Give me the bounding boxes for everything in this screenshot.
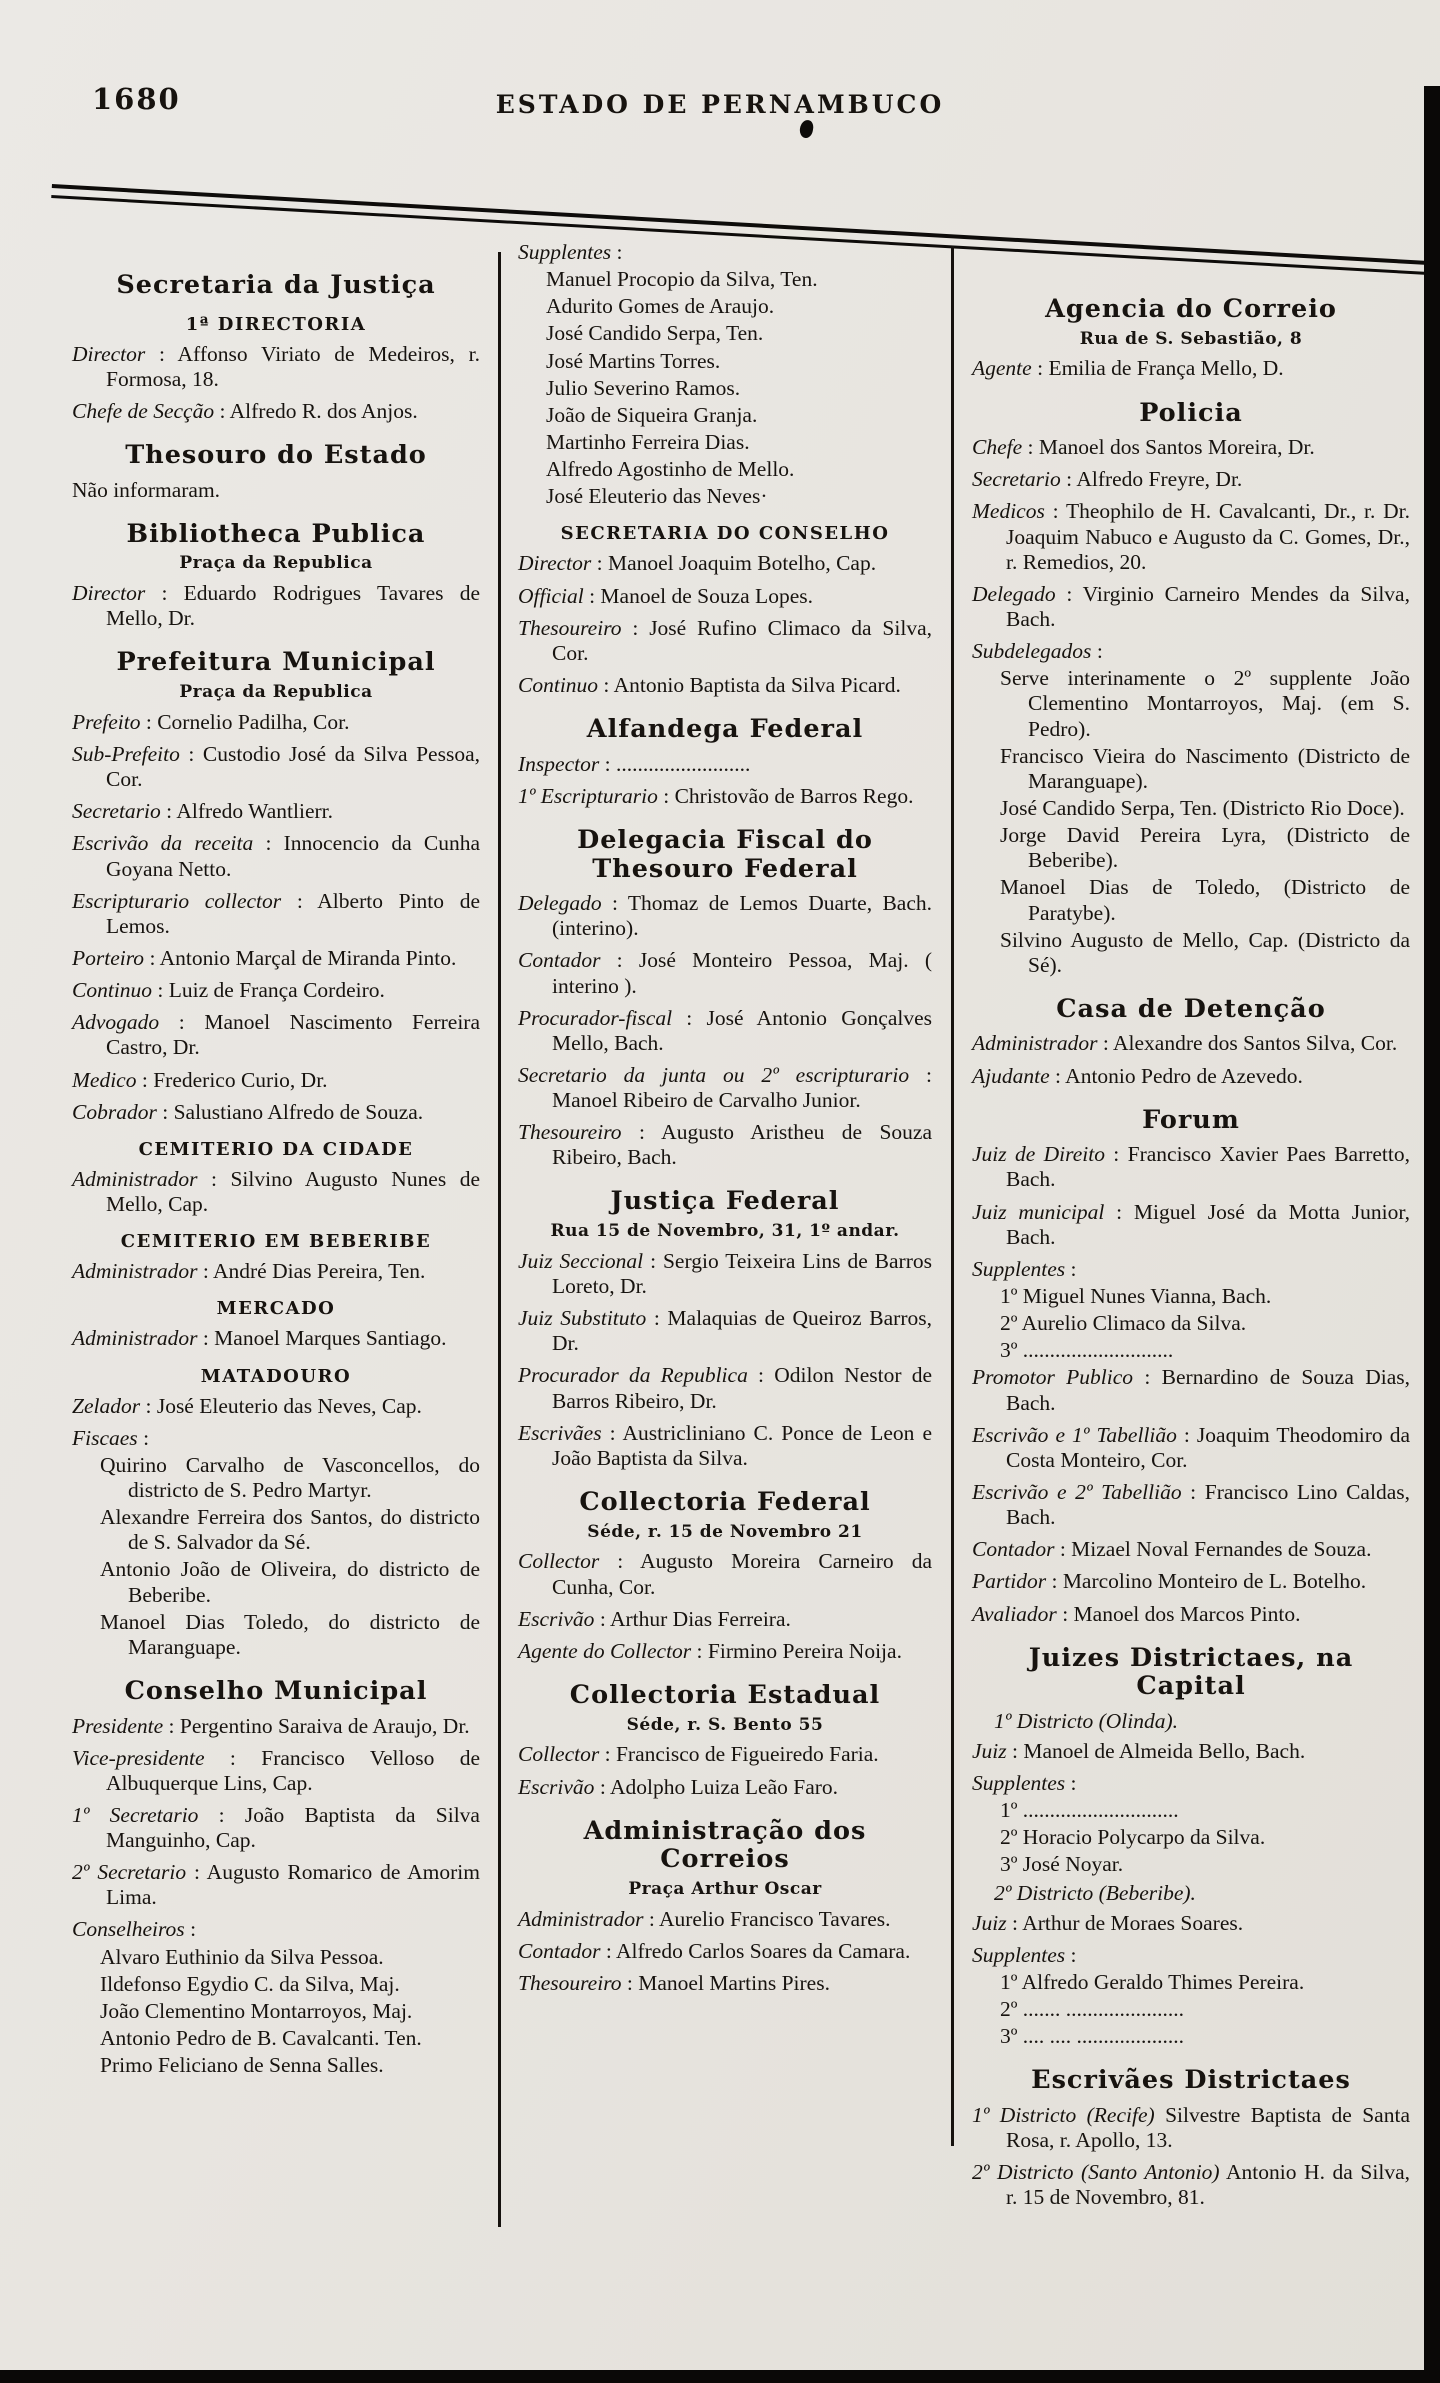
list-item: Francisco Vieira do Nascimento (Districto de Maranguape). (1000, 743, 1410, 793)
entry-role-label: 2º Secretario (72, 1860, 187, 1885)
directory-entry: 1º Secretario : João Baptista da Silva Manguinho, Cap. (72, 1802, 480, 1853)
entry-role-label: Cobrador (72, 1099, 157, 1124)
list-item: Adurito Gomes de Araujo. (546, 294, 775, 319)
entry-role-label: Promotor Publico (972, 1365, 1134, 1390)
directory-entry: Promotor Publico : Bernardino de Souza Dias, Bach. (972, 1365, 1410, 1415)
entry-value: Arthur Dias Ferreira. (609, 1606, 791, 1631)
directory-entry: Administrador : André Dias Pereira, Ten. (72, 1259, 426, 1284)
directory-entry: 1º Escripturario : Christovão de Barros Rego. (518, 783, 914, 808)
entry-role-label: Director (518, 551, 592, 576)
column-2 (518, 240, 932, 2003)
directory-entry: Delegado : Thomaz de Lemos Duarte, Bach. (interino). (518, 891, 933, 941)
directory-entry: Prefeito : Cornelio Padilha, Cor. (72, 709, 350, 734)
directory-entry: Medico : Frederico Curio, Dr. (72, 1067, 328, 1092)
section-heading: Escrivães Districtaes (1031, 2065, 1351, 2096)
entry-value: Christovão de Barros Rego. (674, 783, 914, 808)
entry-value: Thomaz de Lemos Duarte, Bach. (interino). (552, 891, 933, 941)
column-divider-1 (498, 252, 501, 2227)
entry-role-label: Medicos (972, 499, 1045, 524)
entry-role-label: Medico (72, 1067, 137, 1092)
entry-role-label: Director (72, 581, 146, 606)
entry-value: Manoel Martins Pires. (638, 1970, 830, 1995)
directory-entry: Escrivão e 1º Tabellião : Joaquim Theodomiro da Costa Monteiro, Cor. (972, 1422, 1410, 1472)
entry-role-label: Escrivão e 2º Tabellião (972, 1479, 1182, 1504)
entry-value: Miguel José da Motta Junior, Bach. (1006, 1199, 1411, 1249)
entry-value: Alfredo Freyre, Dr. (1076, 467, 1243, 492)
entry-role-label: Escrivães (518, 1420, 602, 1445)
entry-role-label: Contador (518, 948, 601, 973)
page-number: 1680 (92, 82, 181, 116)
role-label-text: Supplentes (972, 1771, 1066, 1796)
entry-role-label: Ajudante (972, 1063, 1050, 1088)
list-item: Primo Feliciano de Senna Salles. (100, 2053, 384, 2078)
entry-role-label: Continuo (72, 978, 153, 1003)
entry-value: Antonio H. da Silva, r. 15 de Novembro, 81. (1006, 2160, 1410, 2210)
entry-value: Antonio Baptista da Silva Picard. (613, 673, 901, 698)
entry-value: Emilia de França Mello, D. (1048, 356, 1284, 381)
directory-entry: Escripturario collector : Alberto Pinto de Lemos. (72, 888, 480, 938)
directory-entry: Juiz municipal : Miguel José da Motta Junior, Bach. (972, 1199, 1411, 1249)
entry-role-label: Escrivão (518, 1774, 595, 1799)
directory-entry: Thesoureiro : Manoel Martins Pires. (518, 1970, 830, 1995)
directory-entry: Director : Manoel Joaquim Botelho, Cap. (518, 551, 877, 576)
entry-role-label: Contador (972, 1537, 1055, 1562)
section-heading: Juizes Districtaes, na Capital (1028, 1642, 1354, 1702)
section-heading: Agencia do Correio (1045, 294, 1337, 324)
directory-entry: Partidor : Marcolino Monteiro de L. Botelho. (972, 1569, 1367, 1594)
directory-entry: Administrador : Manoel Marques Santiago. (72, 1326, 447, 1351)
list-item: Silvino Augusto de Mello, Cap. (Districto da Sé). (1000, 927, 1410, 977)
entry-role-label: Fiscaes : (72, 1425, 150, 1450)
role-label-text: Subdelegados (972, 639, 1092, 664)
directory-entry: Escrivão : Adolpho Luiza Leão Faro. (518, 1774, 839, 1799)
directory-entry: Collector : Augusto Moreira Carneiro da Cunha, Cor. (518, 1549, 932, 1599)
entry-role-label: Zelador (72, 1393, 141, 1418)
directory-entry: Juiz : Arthur de Moraes Soares. (972, 1910, 1244, 1935)
entry-value: Francisco Lino Caldas, Bach. (1006, 1479, 1410, 1530)
entry-value: Francisco Velloso de Albuquerque Lins, Cap. (106, 1745, 480, 1795)
directory-entry: Chefe de Secção : Alfredo R. dos Anjos. (72, 398, 418, 423)
directory-entry: Presidente : Pergentino Saraiva de Araujo, Dr. (72, 1713, 470, 1738)
entry-value: João Baptista da Silva Manguinho, Cap. (106, 1802, 480, 1853)
entry-role-label: Sub-Prefeito (72, 741, 180, 766)
directory-entry: Agente : Emilia de França Mello, D. (972, 356, 1284, 381)
entry-value: Theophilo de H. Cavalcanti, Dr., r. Dr. Joaquim Nabuco e Augusto da C. Gomes, Dr., r. Remedios, 20. (1006, 499, 1410, 574)
directory-entry: Juiz Substituto : Malaquias de Queiroz Barros, Dr. (518, 1306, 932, 1356)
role-label-text: Supplentes (518, 240, 612, 264)
list-item: João Clementino Montarroyos, Maj. (100, 1998, 413, 2023)
entry-value: Marcolino Monteiro de L. Botelho. (1062, 1569, 1367, 1594)
entry-value: ......................... (615, 751, 751, 776)
section-heading: Collectoria Estadual (569, 1680, 881, 1711)
list-item: Serve interinamente o 2º supplente João Clementino Montarroyos, Maj. (em S. Pedro). (1000, 666, 1410, 741)
directory-entry (972, 2160, 1410, 2210)
section-heading: Policia (1139, 397, 1243, 428)
directory-entry: Secretario : Alfredo Freyre, Dr. (972, 467, 1243, 492)
entry-value: Alfredo Carlos Soares da Camara. (615, 1938, 911, 1963)
list-item: Martinho Ferreira Dias. (546, 429, 750, 454)
entry-role-label: Collector (518, 1742, 600, 1767)
section-heading: Secretaria da Justiça (116, 270, 436, 300)
entry-role-label: Juiz Seccional (518, 1248, 644, 1273)
list-item: 1º ............................. (1000, 1798, 1179, 1823)
entry-role-label: Continuo (518, 673, 599, 698)
entry-role-label: Subdelegados : (972, 639, 1103, 664)
entry-role-label: Procurador da Republica (518, 1363, 748, 1388)
directory-entry: Continuo : Antonio Baptista da Silva Picard. (518, 673, 901, 698)
section-heading: Alfandega Federal (586, 714, 864, 745)
directory-entry: Juiz de Direito : Francisco Xavier Paes Barretto, Bach. (972, 1142, 1411, 1192)
directory-entry: 2º Secretario : Augusto Romarico de Amorim Lima. (72, 1860, 480, 1910)
directory-entry: Juiz : Manoel de Almeida Bello, Bach. (972, 1738, 1306, 1763)
section-address: Praça da Republica (179, 681, 373, 702)
entry-role-label: Juiz (972, 1910, 1007, 1935)
entry-value: Silvino Augusto Nunes de Mello, Cap. (106, 1166, 480, 1216)
directory-entry: Sub-Prefeito : Custodio José da Silva Pessoa, Cor. (72, 741, 480, 792)
section-address: Séde, r. 15 de Novembro 21 (587, 1521, 863, 1542)
directory-entry: Thesoureiro : José Rufino Climaco da Silva, Cor. (518, 615, 932, 665)
entry-value: André Dias Pereira, Ten. (212, 1259, 426, 1284)
directory-entry: Administrador : Silvino Augusto Nunes de Mello, Cap. (72, 1166, 480, 1216)
entry-role-label: Juiz municipal (972, 1199, 1105, 1224)
entry-role-label: Juiz de Direito (972, 1142, 1105, 1167)
role-label-text: Conselheiros (72, 1917, 185, 1942)
directory-entry: Medicos : Theophilo de H. Cavalcanti, Dr., r. Dr. Joaquim Nabuco e Augusto da C. Gomes, Dr., r. Remedios, 20. (972, 499, 1410, 574)
entry-value: Salustiano Alfredo de Souza. (173, 1099, 424, 1124)
section-address: Rua 15 de Novembro, 31, 1º andar. (550, 1221, 900, 1242)
entry-value: Eduardo Rodrigues Tavares de Mello, Dr. (106, 581, 480, 631)
scan-edge-right (1424, 86, 1440, 2383)
list-item: Antonio Pedro de B. Cavalcanti. Ten. (100, 2026, 422, 2051)
directory-entry: Contador : Alfredo Carlos Soares da Camara. (518, 1938, 911, 1963)
entry-role-label: Supplentes : (972, 1942, 1077, 1967)
entry-value: Arthur de Moraes Soares. (1022, 1910, 1244, 1935)
scan-edge-bottom (0, 2370, 1440, 2383)
entry-role-label: Porteiro (72, 945, 145, 970)
directory-entry: Porteiro : Antonio Marçal de Miranda Pinto. (72, 945, 457, 970)
ink-blot (799, 119, 815, 139)
entry-value: Alexandre dos Santos Silva, Cor. (1112, 1031, 1398, 1056)
entry-value: Manoel dos Marcos Pinto. (1073, 1601, 1301, 1626)
entry-role-label: Inspector (518, 751, 600, 776)
entry-value: Manoel de Almeida Bello, Bach. (1023, 1738, 1306, 1763)
district-label: 1º Districto (Olinda). (994, 1708, 1179, 1733)
directory-entry: Administrador : Alexandre dos Santos Silva, Cor. (972, 1031, 1398, 1056)
entry-role-label: Administrador (72, 1259, 198, 1284)
entry-role-label: Procurador-fiscal (518, 1005, 673, 1030)
list-item: Quirino Carvalho de Vasconcellos, do districto de S. Pedro Martyr. (100, 1452, 480, 1502)
directory-entry: Zelador : José Eleuterio das Neves, Cap. (72, 1393, 422, 1418)
section-subheading: MERCADO (216, 1298, 336, 1320)
directory-entry: Collector : Francisco de Figueiredo Faria. (518, 1742, 879, 1767)
entry-value: Cornelio Padilha, Cor. (157, 709, 350, 734)
directory-entry: Procurador da Republica : Odilon Nestor de Barros Ribeiro, Dr. (518, 1363, 932, 1413)
directory-entry: Escrivão : Arthur Dias Ferreira. (518, 1606, 791, 1631)
section-subheading: SECRETARIA DO CONSELHO (560, 523, 890, 545)
directory-entry: Administrador : Aurelio Francisco Tavares. (518, 1906, 891, 1931)
entry-value: Antonio Marçal de Miranda Pinto. (159, 945, 457, 970)
entry-role-label: Delegado (972, 581, 1056, 606)
directory-entry (972, 2103, 1410, 2153)
entry-value: José Eleuterio das Neves, Cap. (156, 1393, 422, 1418)
entry-role-label: Chefe de Secção (72, 398, 215, 423)
column-1 (72, 240, 480, 2080)
entry-value: José Monteiro Pessoa, Maj. ( interino ). (552, 948, 932, 998)
entry-role-label: Presidente (72, 1713, 164, 1738)
entry-role-label: Agente do Collector (518, 1638, 692, 1663)
section-heading: Delegacia Fiscal do Thesouro Federal (577, 824, 873, 884)
section-heading: Bibliotheca Publica (126, 518, 426, 549)
entry-role-label: Escrivão (518, 1606, 595, 1631)
directory-entry: Advogado : Manoel Nascimento Ferreira Castro, Dr. (72, 1010, 480, 1060)
section-address: Rua de S. Sebastião, 8 (1079, 328, 1303, 349)
role-label-text: Supplentes (972, 1942, 1066, 1967)
entry-role-label: Secretario (72, 799, 161, 824)
directory-entry: Ajudante : Antonio Pedro de Azevedo. (972, 1063, 1303, 1088)
entry-role-label: Prefeito (72, 709, 141, 734)
directory-entry: Avaliador : Manoel dos Marcos Pinto. (972, 1601, 1301, 1626)
directory-entry: Agente do Collector : Firmino Pereira Noija. (518, 1638, 902, 1663)
directory-entry: Chefe : Manoel dos Santos Moreira, Dr. (972, 435, 1315, 460)
entry-value: Virginio Carneiro Mendes da Silva, Bach. (1006, 581, 1410, 631)
entry-role-label: Escrivão e 1º Tabellião (972, 1422, 1177, 1447)
entry-value: Sergio Teixeira Lins de Barros Loreto, Dr. (552, 1248, 932, 1299)
entry-value: Francisco de Figueiredo Faria. (615, 1742, 879, 1767)
list-item: 3º ............................ (1000, 1338, 1174, 1363)
entry-value: Alfredo Wantlierr. (176, 799, 333, 824)
entry-value: Manoel de Souza Lopes. (600, 583, 813, 608)
directory-entry: Escrivão e 2º Tabellião : Francisco Lino Caldas, Bach. (972, 1479, 1410, 1530)
entry-role-label: 2º Districto (Santo Antonio) (972, 2160, 1220, 2185)
list-item: José Candido Serpa, Ten. (Districto Rio Doce). (1000, 795, 1405, 820)
entry-value: Alfredo R. dos Anjos. (229, 398, 418, 423)
entry-role-label: Chefe (972, 435, 1023, 460)
entry-value: Odilon Nestor de Barros Ribeiro, Dr. (552, 1363, 932, 1413)
directory-entry: Vice-presidente : Francisco Velloso de Albuquerque Lins, Cap. (72, 1745, 480, 1795)
entry-role-label: Partidor (972, 1569, 1047, 1594)
section-subheading: 1ª DIRECTORIA (185, 313, 367, 335)
entry-value: Mizael Noval Fernandes de Souza. (1071, 1537, 1372, 1562)
role-label-text: Supplentes (972, 1256, 1066, 1281)
entry-role-label: Administrador (972, 1031, 1098, 1056)
entry-value: José Antonio Gonçalves Mello, Bach. (552, 1005, 932, 1055)
entry-value: Manoel Marques Santiago. (214, 1326, 447, 1351)
page-header-title: ESTADO DE PERNAMBUCO (495, 90, 945, 119)
list-item: Julio Severino Ramos. (546, 375, 741, 400)
entry-role-label: 1º Escripturario (518, 783, 658, 808)
entry-value: Custodio José da Silva Pessoa, Cor. (106, 741, 480, 792)
list-item: Antonio João de Oliveira, do districto de Beberibe. (100, 1557, 480, 1607)
directory-entry: Juiz Seccional : Sergio Teixeira Lins de Barros Loreto, Dr. (518, 1248, 932, 1299)
section-address: Séde, r. S. Bento 55 (626, 1714, 824, 1735)
section-address: Praça da Republica (179, 553, 373, 574)
entry-role-label: Agente (972, 356, 1032, 381)
section-subheading: MATADOURO (200, 1365, 352, 1387)
entry-value: Firmino Pereira Noija. (707, 1638, 902, 1663)
entry-value: Joaquim Theodomiro da Costa Monteiro, Cor. (1006, 1422, 1410, 1472)
entry-value: Antonio Pedro de Azevedo. (1065, 1063, 1303, 1088)
entry-value: Pergentino Saraiva de Araujo, Dr. (179, 1713, 470, 1738)
list-item: 3º José Noyar. (1000, 1852, 1124, 1877)
entry-value: Austricliniano C. Ponce de Leon e João Baptista da Silva. (552, 1420, 932, 1470)
entry-value: Augusto Aristheu de Souza Ribeiro, Bach. (552, 1120, 932, 1170)
entry-role-label: Juiz Substituto (518, 1306, 647, 1331)
entry-role-label: Vice-presidente (72, 1745, 205, 1770)
directory-entry: Contador : José Monteiro Pessoa, Maj. ( interino ). (518, 948, 932, 998)
entry-value: Adolpho Luiza Leão Faro. (609, 1774, 839, 1799)
entry-role-label: Secretario da junta ou 2º escripturario (518, 1062, 910, 1087)
entry-role-label: Supplentes : (972, 1771, 1077, 1796)
directory-entry: Director : Affonso Viriato de Medeiros, r. Formosa, 18. (72, 341, 481, 391)
section-subheading: CEMITERIO DA CIDADE (138, 1138, 414, 1160)
entry-role-label: Thesoureiro (518, 1970, 622, 1995)
entry-role-label: Supplentes : (518, 240, 623, 264)
entry-role-label: Collector (518, 1549, 600, 1574)
list-item: 2º ....... ...................... (1000, 1997, 1185, 2022)
entry-value: Manoel Nascimento Ferreira Castro, Dr. (106, 1010, 480, 1060)
entry-value: Affonso Viriato de Medeiros, r. Formosa, 18. (106, 341, 481, 391)
entry-value: Malaquias de Queiroz Barros, Dr. (552, 1306, 932, 1356)
entry-role-label: Avaliador (972, 1601, 1057, 1626)
section-heading: Casa de Detenção (1056, 993, 1326, 1024)
entry-value: Augusto Moreira Carneiro da Cunha, Cor. (552, 1549, 932, 1599)
entry-value: Frederico Curio, Dr. (153, 1067, 328, 1092)
role-label-text: Fiscaes (72, 1425, 138, 1450)
list-item: José Martins Torres. (546, 348, 721, 373)
entry-value: Manoel Ribeiro de Carvalho Junior. (552, 1088, 861, 1113)
column-3 (972, 240, 1410, 2218)
entry-role-label: Advogado (72, 1010, 160, 1035)
directory-entry: Director : Eduardo Rodrigues Tavares de Mello, Dr. (72, 581, 480, 631)
entry-role-label: 1º Secretario (72, 1802, 199, 1827)
column-divider-2 (951, 246, 954, 2146)
list-item: 2º Horacio Polycarpo da Silva. (1000, 1825, 1266, 1850)
list-item: Manuel Procopio da Silva, Ten. (546, 267, 818, 292)
entry-role-label: Thesoureiro (518, 1120, 622, 1145)
list-item: Ildefonso Egydio C. da Silva, Maj. (100, 1971, 400, 1996)
directory-entry: Continuo : Luiz de França Cordeiro. (72, 978, 385, 1003)
district-label: 2º Districto (Beberibe). (994, 1880, 1196, 1905)
entry-value: Alberto Pinto de Lemos. (106, 888, 480, 938)
list-item: João de Siqueira Granja. (546, 402, 758, 427)
directory-entry: Secretario : Alfredo Wantlierr. (72, 799, 333, 824)
entry-role-label: Escrivão da receita (72, 831, 254, 856)
entry-role-label: Director (72, 341, 146, 366)
entry-value: Manoel Joaquim Botelho, Cap. (607, 551, 877, 576)
entry-value: Manoel dos Santos Moreira, Dr. (1038, 435, 1315, 460)
section-heading: Thesouro do Estado (125, 440, 427, 471)
list-item: Jorge David Pereira Lyra, (Districto de Beberibe). (1000, 823, 1410, 873)
entry-value: Francisco Xavier Paes Barretto, Bach. (1006, 1142, 1411, 1192)
section-heading: Prefeitura Municipal (116, 647, 436, 678)
section-heading: Collectoria Federal (579, 1487, 871, 1518)
entry-role-label: Official (518, 583, 584, 608)
entry-value: Augusto Romarico de Amorim Lima. (106, 1860, 480, 1910)
directory-entry: Thesoureiro : Augusto Aristheu de Souza Ribeiro, Bach. (518, 1120, 932, 1170)
entry-value: Luiz de França Cordeiro. (168, 978, 385, 1003)
entry-role-label: Thesoureiro (518, 615, 622, 640)
section-heading: Conselho Municipal (124, 1675, 428, 1706)
entry-role-label: Juiz (972, 1738, 1007, 1763)
entry-role-label: Administrador (72, 1326, 198, 1351)
entry-role-label: Secretario (972, 467, 1061, 492)
directory-entry: Escrivães : Austricliniano C. Ponce de Leon e João Baptista da Silva. (518, 1420, 932, 1470)
list-item: Alexandre Ferreira dos Santos, do districto de S. Salvador da Sé. (100, 1505, 480, 1555)
entry-value: Não informaram. (72, 477, 221, 502)
directory-entry: Procurador-fiscal : José Antonio Gonçalves Mello, Bach. (518, 1005, 932, 1055)
section-subheading: CEMITERIO EM BEBERIBE (120, 1231, 432, 1253)
entry-role-label: Administrador (72, 1166, 198, 1191)
entry-role-label: Escripturario collector (72, 888, 282, 913)
list-item: Manoel Dias de Toledo, (Districto de Paratybe). (1000, 875, 1410, 925)
list-item: 3º .... .... .................... (1000, 2024, 1185, 2049)
list-item: Manoel Dias Toledo, do districto de Maranguape. (100, 1609, 480, 1659)
directory-entry: Official : Manoel de Souza Lopes. (518, 583, 813, 608)
directory-entry: Inspector : ......................... (518, 751, 751, 776)
entry-role-label: Supplentes : (972, 1256, 1077, 1281)
section-heading: Justiça Federal (610, 1186, 840, 1217)
entry-role-label: Delegado (518, 891, 602, 916)
entry-value: José Rufino Climaco da Silva, Cor. (552, 615, 932, 665)
directory-entry: Cobrador : Salustiano Alfredo de Souza. (72, 1099, 424, 1124)
entry-role-label: Contador (518, 1938, 601, 1963)
directory-entry: Escrivão da receita : Innocencio da Cunha Goyana Netto. (72, 831, 480, 881)
entry-role-label: Conselheiros : (72, 1917, 197, 1942)
directory-entry: Secretario da junta ou 2º escripturario : Manoel Ribeiro de Carvalho Junior. (518, 1062, 932, 1113)
section-heading: Administração dos Correios (583, 1815, 867, 1875)
directory-entry: Delegado : Virginio Carneiro Mendes da Silva, Bach. (972, 581, 1410, 631)
entry-value: Bernardino de Souza Dias, Bach. (1006, 1365, 1410, 1415)
list-item: José Eleuterio das Neves· (546, 484, 768, 509)
list-item: Alfredo Agostinho de Mello. (546, 457, 795, 482)
list-item: 1º Miguel Nunes Vianna, Bach. (1000, 1284, 1272, 1308)
entry-role-label: 1º Districto (Recife) (972, 2103, 1155, 2128)
entry-value: Innocencio da Cunha Goyana Netto. (106, 831, 480, 881)
entry-role-label: Administrador (518, 1906, 644, 1931)
list-item: 2º Aurelio Climaco da Silva. (1000, 1311, 1247, 1336)
list-item: José Candido Serpa, Ten. (546, 321, 764, 346)
entry-value: Silvestre Baptista de Santa Rosa, r. Apollo, 13. (1006, 2103, 1410, 2153)
directory-entry (72, 478, 480, 503)
entry-value: Aurelio Francisco Tavares. (658, 1906, 891, 1931)
list-item: Alvaro Euthinio da Silva Pessoa. (100, 1944, 384, 1969)
section-heading: Forum (1142, 1104, 1240, 1135)
directory-entry: Contador : Mizael Noval Fernandes de Souza. (972, 1537, 1372, 1562)
section-address: Praça Arthur Oscar (628, 1878, 822, 1899)
list-item: 1º Alfredo Geraldo Thimes Pereira. (1000, 1970, 1305, 1995)
